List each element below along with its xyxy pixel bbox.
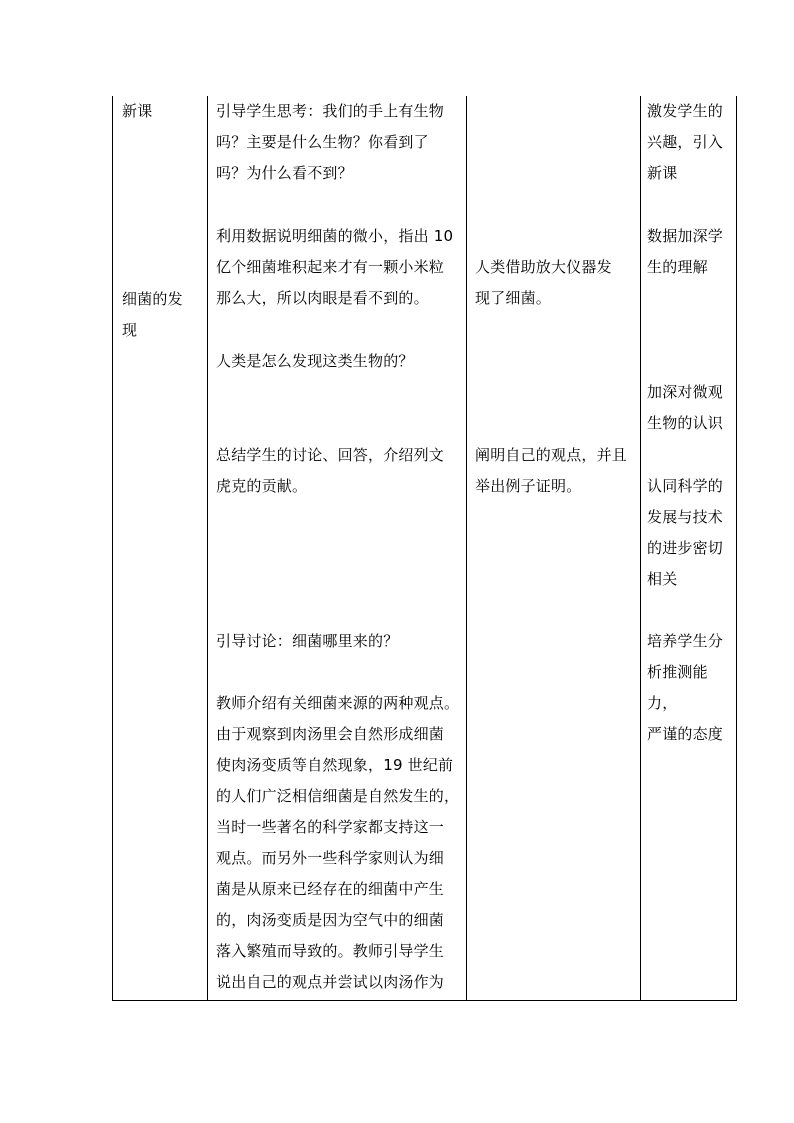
design-intent-5: 培养学生分 析推测能力， 严谨的态度	[647, 632, 724, 743]
teacher-activity-4: 总结学生的讨论、回答，介绍列文 虎克的贡献。	[216, 446, 445, 495]
stage-new-lesson: 新课	[122, 102, 153, 120]
stage-bacteria-discovery: 细菌的发 现	[122, 290, 183, 339]
design-intent-2: 数据加深学 生的理解	[647, 227, 724, 276]
teacher-activity-2: 利用数据说明细菌的微小，指出 10 亿个细菌堆积起来才有一颗小米粒 那么大，所以肉眼是看不到的。	[216, 227, 454, 307]
design-intent-4: 认同科学的 发展与技术 的进步密切 相关	[647, 477, 724, 588]
teacher-activity-6: 教师介绍有关细菌来源的两种观点。 由于观察到肉汤里会自然形成细菌 使肉汤变质等自然现象，19 世纪前 的人们广泛相信细菌是自然发生的， 当时一些著名的科学家都支持这一 观点。而另外一些科学家则认为细 菌是从原来已经存在的细菌中产生 的，肉汤变质是因为空气中的细菌 落入繁殖而导致的。教师引导学生 说出自己的观点并尝试以肉汤作为	[216, 694, 460, 991]
student-activity-2: 阐明自己的观点，并且 举出例子证明。	[475, 446, 628, 495]
teacher-activity-5: 引导讨论：细菌哪里来的？	[216, 632, 399, 650]
column-divider-1	[207, 96, 208, 1000]
teacher-activity-1: 引导学生思考：我们的手上有生物 吗？主要是什么生物？你看到了 吗？为什么看不到？	[216, 102, 445, 182]
lesson-plan-table	[112, 96, 737, 1001]
student-activity-1: 人类借助放大仪器发 现了细菌。	[475, 258, 612, 307]
column-divider-3	[640, 96, 641, 1000]
teacher-activity-3: 人类是怎么发现这类生物的？	[216, 352, 414, 370]
design-intent-1: 激发学生的 兴趣，引入 新课	[647, 102, 724, 182]
design-intent-3: 加深对微观 生物的认识	[647, 383, 724, 432]
